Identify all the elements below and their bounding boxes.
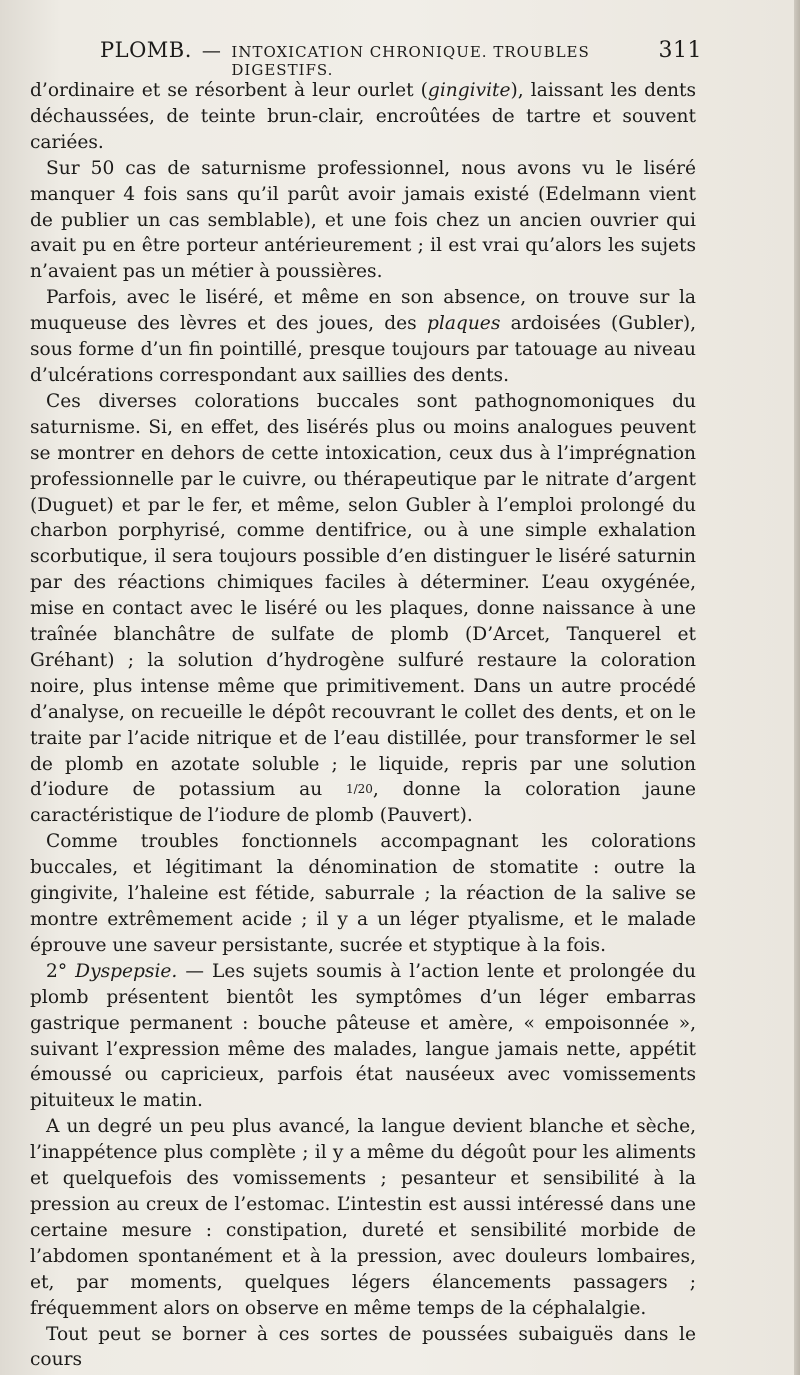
paragraph-4-tail: , donne la coloration jaune caractéristique de l’iodure de plomb (Pauvert).: [30, 779, 696, 827]
page-scan-edge: [794, 0, 800, 1375]
paragraph-4: [30, 389, 696, 829]
paragraph-6-text: Les sujets soumis à l’action lente et prolongée du plomb présentent bientôt les symptômes d’un léger embarras gastrique permanent : bouche pâteuse et amère, « empoisonnée », suivant l’expression même des malades, langue jamais nette, appétit émoussé ou capricieux, parfois état nauséeux avec vomissements pituiteux le matin.: [30, 960, 696, 1112]
section-number: 2°: [46, 960, 68, 982]
running-title: INTOXICATION CHRONIQUE. TROUBLES DIGESTIFS.: [231, 43, 590, 79]
section-dash: —: [185, 960, 204, 982]
paragraph-8: Tout peut se borner à ces sortes de poussées subaiguës dans le cours: [30, 1323, 696, 1371]
paragraph-1: [30, 78, 696, 156]
paragraph-3-text-a: Parfois, avec le liséré, et même en son absence, on trouve sur la muqueuse des lèvres et des joues, des: [30, 287, 696, 335]
page-number: 311: [658, 38, 702, 63]
section-heading: Dyspepsie.: [75, 960, 178, 982]
fraction: 1/20: [345, 782, 373, 797]
paragraph-1-text-b: ), laissant les dents déchaussées, de teinte brun-clair, encroûtées de tartre et souvent cariées.: [30, 80, 696, 153]
paragraph-7: A un degré un peu plus avancé, la langue devient blanche et sèche, l’inappétence plus complète ; il y a même du dégoût pour les aliments et quelquefois des vomissements ; pesanteur et sensibilité à la pression au creux de l’estomac. L’intestin est aussi intéressé dans une certaine mesure : constipation, dureté et sensibilité morbide de l’abdomen spontanément et à la pression, avec douleurs lombaires, et, par moments, quelques légers élancements passagers ; fréquemment alors on observe en même temps de la céphalalgie.: [30, 1116, 696, 1319]
paragraph-4-text: Ces diverses colorations buccales sont pathognomoniques du saturnisme. Si, en effet, des lisérés plus ou moins analogues peuvent se montrer en dehors de cette intoxication, ceux dus à l’imprégnation professionnelle par le cuivre, ou thérapeutique par le nitrate d’argent (Duguet) et par le fer, et même, selon Gubler à l’emploi prolongé du charbon porphyrisé, comme dentifrice, ou à une simple exhalation scorbutique, il sera toujours possible d’en distinguer le liséré saturnin par des réactions chimiques faciles à déterminer. L’eau oxygénée, mise en contact avec le liséré ou les plaques, donne naissance à une traînée blanchâtre de sulfate de plomb (D’Arcet, Tanquerel et Gréhant) ; la solution d’hydrogène sulfuré restaure la coloration noire, plus intense même que primitivement. Dans un autre procédé d’analyse, on recueille le dépôt recouvrant le collet des dents, et on le traite par l’acide nitrique et de l’eau distillée, pour transformer le sel de plomb en azotate soluble ; le liquide, repris par une solution d’iodure de potassium au: [30, 390, 696, 801]
paragraph-1-text-a: d’ordinaire et se résorbent à leur ourlet (: [30, 80, 428, 101]
header-dash: —: [201, 40, 222, 62]
paragraph-3-text-b: ardoisées (Gubler), sous forme d’un fin pointillé, presque toujours par tatouage au niveau d’ulcérations correspondant aux saillies des dents.: [30, 313, 696, 386]
term-plaques: plaques: [427, 313, 501, 335]
paragraph-5: Comme troubles fonctionnels accompagnant les colorations buccales, et légitimant la dénomination de stomatite : outre la gingivite, l’haleine est fétide, saburrale ; la réaction de la salive se montre extrêmement acide ; il y a un léger ptyalisme, et le malade éprouve une saveur persistante, sucrée et styptique à la fois.: [30, 831, 696, 956]
paragraph-3: [30, 285, 696, 389]
page-body: [30, 78, 696, 1373]
paragraph-2: Sur 50 cas de saturnisme professionnel, nous avons vu le liséré manquer 4 fois sans qu’il parût avoir jamais existé (Edelmann vient de publier un cas semblable), et une fois chez un ancien ouvrier qui avait pu en être porteur antérieurement ; il est vrai qu’alors les sujets n’avaient pas un métier à poussières.: [30, 157, 696, 283]
chapter-title: PLOMB.: [100, 38, 192, 62]
term-gingivite: gingivite: [427, 80, 511, 101]
paragraph-6: [30, 959, 696, 1114]
running-header: [100, 38, 702, 79]
